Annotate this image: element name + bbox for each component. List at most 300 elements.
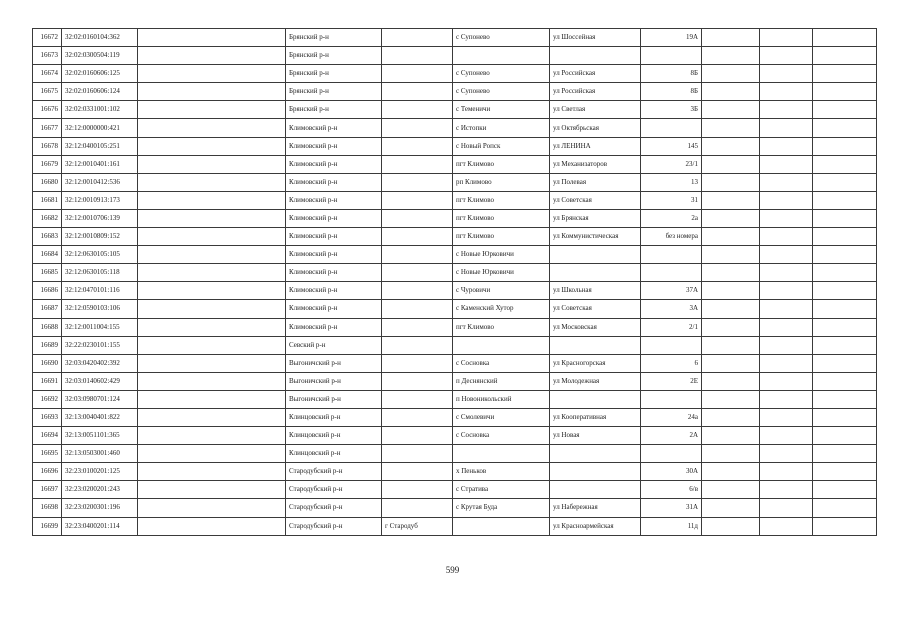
house-cell: 30А [641,463,702,481]
empty-cell [138,47,286,65]
empty-cell [760,83,813,101]
empty-cell [813,408,877,426]
city-cell [382,408,453,426]
street-cell: ул Брянская [550,209,641,227]
table-row [33,83,877,101]
empty-cell [702,445,760,463]
cadastral-number-cell: 32:23:0200201:243 [62,481,138,499]
district-cell: Климовский р-н [286,264,382,282]
settlement-cell: с Сосновка [453,427,550,445]
empty-cell [760,499,813,517]
row-number-cell: 16689 [33,336,62,354]
city-cell [382,137,453,155]
empty-cell [760,119,813,137]
empty-cell [702,318,760,336]
city-cell [382,427,453,445]
row-number-cell: 16678 [33,137,62,155]
cadastral-number-cell: 32:02:0300504:119 [62,47,138,65]
empty-cell [813,481,877,499]
table-row [33,445,877,463]
empty-cell [760,101,813,119]
house-cell [641,445,702,463]
street-cell: ул Молодежная [550,372,641,390]
empty-cell [138,83,286,101]
city-cell: г Стародуб [382,517,453,535]
city-cell [382,264,453,282]
district-cell: Брянский р-н [286,29,382,47]
district-cell: Климовский р-н [286,228,382,246]
empty-cell [702,65,760,83]
empty-cell [138,318,286,336]
settlement-cell: с Новые Юрковичи [453,264,550,282]
table-row [33,481,877,499]
table-row [33,173,877,191]
table-row [33,65,877,83]
table-row [33,264,877,282]
empty-cell [813,427,877,445]
house-cell [641,47,702,65]
street-cell: ул ЛЕНИНА [550,137,641,155]
district-cell: Выгоничский р-н [286,390,382,408]
table-row [33,517,877,535]
district-cell: Стародубский р-н [286,463,382,481]
district-cell: Брянский р-н [286,65,382,83]
empty-cell [702,209,760,227]
row-number-cell: 16696 [33,463,62,481]
house-cell: 31 [641,191,702,209]
empty-cell [760,427,813,445]
house-cell: без номера [641,228,702,246]
table-row [33,318,877,336]
empty-cell [138,264,286,282]
district-cell: Клинцовский р-н [286,445,382,463]
city-cell [382,155,453,173]
cadastral-number-cell: 32:02:0160104:362 [62,29,138,47]
row-number-cell: 16697 [33,481,62,499]
settlement-cell: с Супонево [453,83,550,101]
registry-table-body [33,29,877,536]
table-row [33,463,877,481]
empty-cell [813,137,877,155]
table-row [33,137,877,155]
table-row [33,427,877,445]
cadastral-number-cell: 32:22:0230101:155 [62,336,138,354]
empty-cell [760,228,813,246]
empty-cell [138,173,286,191]
empty-cell [138,517,286,535]
district-cell: Климовский р-н [286,282,382,300]
empty-cell [702,29,760,47]
settlement-cell: с Супонево [453,65,550,83]
city-cell [382,209,453,227]
street-cell [550,336,641,354]
house-cell: 13 [641,173,702,191]
settlement-cell: с Сосновка [453,354,550,372]
street-cell: ул Красноармейская [550,517,641,535]
row-number-cell: 16690 [33,354,62,372]
empty-cell [813,173,877,191]
empty-cell [813,209,877,227]
district-cell: Выгоничский р-н [286,372,382,390]
empty-cell [760,191,813,209]
empty-cell [138,282,286,300]
cadastral-number-cell: 32:02:0160606:124 [62,83,138,101]
empty-cell [138,155,286,173]
city-cell [382,246,453,264]
settlement-cell: п Деснянский [453,372,550,390]
street-cell: ул Российская [550,83,641,101]
cadastral-number-cell: 32:03:0420402:392 [62,354,138,372]
street-cell [550,481,641,499]
street-cell [550,264,641,282]
empty-cell [813,191,877,209]
settlement-cell: с Истопки [453,119,550,137]
table-row [33,29,877,47]
empty-cell [138,463,286,481]
empty-cell [760,264,813,282]
empty-cell [813,499,877,517]
cadastral-number-cell: 32:12:0011004:155 [62,318,138,336]
row-number-cell: 16692 [33,390,62,408]
table-row [33,155,877,173]
cadastral-number-cell: 32:03:0140602:429 [62,372,138,390]
street-cell: ул Красногорская [550,354,641,372]
empty-cell [138,481,286,499]
empty-cell [138,499,286,517]
street-cell: ул Новая [550,427,641,445]
house-cell: 19А [641,29,702,47]
settlement-cell: с Новые Юрковичи [453,246,550,264]
table-row [33,47,877,65]
table-row [33,209,877,227]
settlement-cell: с Стратива [453,481,550,499]
empty-cell [138,372,286,390]
city-cell [382,65,453,83]
street-cell: ул Школьная [550,282,641,300]
district-cell: Климовский р-н [286,137,382,155]
row-number-cell: 16686 [33,282,62,300]
empty-cell [813,354,877,372]
row-number-cell: 16679 [33,155,62,173]
row-number-cell: 16691 [33,372,62,390]
cadastral-number-cell: 32:02:0331001:102 [62,101,138,119]
cadastral-number-cell: 32:12:0010412:536 [62,173,138,191]
house-cell [641,119,702,137]
street-cell: ул Советская [550,191,641,209]
empty-cell [138,408,286,426]
empty-cell [813,29,877,47]
row-number-cell: 16677 [33,119,62,137]
settlement-cell: пгт Климово [453,191,550,209]
city-cell [382,463,453,481]
empty-cell [138,119,286,137]
row-number-cell: 16699 [33,517,62,535]
empty-cell [702,101,760,119]
empty-cell [138,246,286,264]
empty-cell [760,372,813,390]
empty-cell [138,191,286,209]
cadastral-number-cell: 32:12:0630105:105 [62,246,138,264]
empty-cell [760,300,813,318]
house-cell [641,264,702,282]
empty-cell [138,427,286,445]
street-cell: ул Советская [550,300,641,318]
empty-cell [760,282,813,300]
empty-cell [760,463,813,481]
house-cell: 8Б [641,83,702,101]
row-number-cell: 16682 [33,209,62,227]
empty-cell [138,336,286,354]
cadastral-number-cell: 32:12:0010401:161 [62,155,138,173]
table-row [33,282,877,300]
settlement-cell: х Пеньков [453,463,550,481]
house-cell: 31А [641,499,702,517]
district-cell: Клинцовский р-н [286,427,382,445]
settlement-cell: пгт Климово [453,318,550,336]
cadastral-number-cell: 32:12:0010809:152 [62,228,138,246]
street-cell: ул Октябрьская [550,119,641,137]
table-row [33,300,877,318]
table-row [33,354,877,372]
city-cell [382,282,453,300]
empty-cell [813,372,877,390]
city-cell [382,445,453,463]
district-cell: Климовский р-н [286,300,382,318]
table-row [33,499,877,517]
empty-cell [138,228,286,246]
settlement-cell: с Крутая Буда [453,499,550,517]
settlement-cell: пгт Климово [453,228,550,246]
empty-cell [138,354,286,372]
city-cell [382,481,453,499]
cadastral-number-cell: 32:12:0470101:116 [62,282,138,300]
empty-cell [702,463,760,481]
street-cell: ул Кооперативная [550,408,641,426]
empty-cell [813,517,877,535]
empty-cell [813,264,877,282]
table-row [33,372,877,390]
empty-cell [702,155,760,173]
empty-cell [760,47,813,65]
street-cell: ул Набережная [550,499,641,517]
city-cell [382,83,453,101]
city-cell [382,119,453,137]
row-number-cell: 16680 [33,173,62,191]
city-cell [382,354,453,372]
street-cell: ул Механизаторов [550,155,641,173]
row-number-cell: 16676 [33,101,62,119]
settlement-cell: пгт Климово [453,155,550,173]
cadastral-number-cell: 32:13:0503001:460 [62,445,138,463]
empty-cell [813,228,877,246]
empty-cell [702,427,760,445]
empty-cell [813,445,877,463]
district-cell: Климовский р-н [286,318,382,336]
cadastral-number-cell: 32:12:0590103:106 [62,300,138,318]
city-cell [382,499,453,517]
row-number-cell: 16695 [33,445,62,463]
city-cell [382,318,453,336]
house-cell: 37А [641,282,702,300]
empty-cell [760,517,813,535]
empty-cell [702,119,760,137]
empty-cell [760,336,813,354]
house-cell: 2/1 [641,318,702,336]
empty-cell [813,390,877,408]
empty-cell [813,83,877,101]
empty-cell [702,336,760,354]
city-cell [382,336,453,354]
table-row [33,336,877,354]
district-cell: Брянский р-н [286,47,382,65]
empty-cell [760,354,813,372]
house-cell: 11д [641,517,702,535]
registry-table [32,28,877,536]
street-cell: ул Полевая [550,173,641,191]
empty-cell [813,65,877,83]
row-number-cell: 16698 [33,499,62,517]
district-cell: Брянский р-н [286,101,382,119]
cadastral-number-cell: 32:23:0200301:196 [62,499,138,517]
table-row [33,101,877,119]
empty-cell [702,390,760,408]
city-cell [382,101,453,119]
settlement-cell: с Чуровичи [453,282,550,300]
empty-cell [702,173,760,191]
table-row [33,246,877,264]
district-cell: Климовский р-н [286,155,382,173]
house-cell: 6/в [641,481,702,499]
row-number-cell: 16675 [33,83,62,101]
empty-cell [702,481,760,499]
house-cell: 6 [641,354,702,372]
cadastral-number-cell: 32:12:0010913:173 [62,191,138,209]
settlement-cell: с Новый Ропск [453,137,550,155]
settlement-cell: п Новоникольский [453,390,550,408]
table-row [33,228,877,246]
empty-cell [702,228,760,246]
empty-cell [813,47,877,65]
empty-cell [813,101,877,119]
settlement-cell: с Каменский Хутор [453,300,550,318]
district-cell: Климовский р-н [286,173,382,191]
house-cell: 24а [641,408,702,426]
empty-cell [760,408,813,426]
page-number: 599 [445,565,460,575]
row-number-cell: 16687 [33,300,62,318]
settlement-cell [453,445,550,463]
district-cell: Выгоничский р-н [286,354,382,372]
empty-cell [702,246,760,264]
house-cell: 2а [641,209,702,227]
city-cell [382,372,453,390]
city-cell [382,29,453,47]
cadastral-number-cell: 32:03:0980701:124 [62,390,138,408]
house-cell: 3А [641,300,702,318]
house-cell [641,390,702,408]
empty-cell [760,246,813,264]
empty-cell [813,246,877,264]
district-cell: Климовский р-н [286,209,382,227]
empty-cell [702,264,760,282]
empty-cell [138,65,286,83]
settlement-cell [453,47,550,65]
city-cell [382,228,453,246]
cadastral-number-cell: 32:12:0010706:139 [62,209,138,227]
settlement-cell: с Супонево [453,29,550,47]
empty-cell [138,137,286,155]
house-cell: 8Б [641,65,702,83]
empty-cell [760,29,813,47]
city-cell [382,300,453,318]
empty-cell [702,300,760,318]
cadastral-number-cell: 32:23:0400201:114 [62,517,138,535]
empty-cell [702,282,760,300]
empty-cell [138,29,286,47]
house-cell [641,336,702,354]
cadastral-number-cell: 32:12:0000000:421 [62,119,138,137]
city-cell [382,173,453,191]
empty-cell [760,65,813,83]
empty-cell [760,173,813,191]
table-row [33,390,877,408]
empty-cell [138,390,286,408]
empty-cell [760,481,813,499]
street-cell [550,246,641,264]
cadastral-number-cell: 32:13:0051101:365 [62,427,138,445]
row-number-cell: 16674 [33,65,62,83]
empty-cell [138,101,286,119]
district-cell: Стародубский р-н [286,517,382,535]
street-cell: ул Светлая [550,101,641,119]
district-cell: Клинцовский р-н [286,408,382,426]
empty-cell [138,445,286,463]
table-row [33,408,877,426]
street-cell [550,445,641,463]
settlement-cell: с Теменичи [453,101,550,119]
empty-cell [813,463,877,481]
street-cell [550,463,641,481]
empty-cell [813,336,877,354]
row-number-cell: 16685 [33,264,62,282]
street-cell: ул Шоссейная [550,29,641,47]
row-number-cell: 16683 [33,228,62,246]
row-number-cell: 16694 [33,427,62,445]
house-cell: 3Б [641,101,702,119]
district-cell: Климовский р-н [286,191,382,209]
settlement-cell [453,336,550,354]
empty-cell [702,499,760,517]
settlement-cell: с Смолевичи [453,408,550,426]
empty-cell [702,47,760,65]
cadastral-number-cell: 32:23:0100201:125 [62,463,138,481]
empty-cell [702,137,760,155]
empty-cell [138,300,286,318]
empty-cell [813,155,877,173]
row-number-cell: 16681 [33,191,62,209]
empty-cell [702,408,760,426]
row-number-cell: 16684 [33,246,62,264]
empty-cell [813,300,877,318]
house-cell: 23/1 [641,155,702,173]
street-cell: ул Московская [550,318,641,336]
empty-cell [702,83,760,101]
city-cell [382,390,453,408]
cadastral-number-cell: 32:02:0160606:125 [62,65,138,83]
street-cell [550,47,641,65]
empty-cell [760,445,813,463]
district-cell: Брянский р-н [286,83,382,101]
